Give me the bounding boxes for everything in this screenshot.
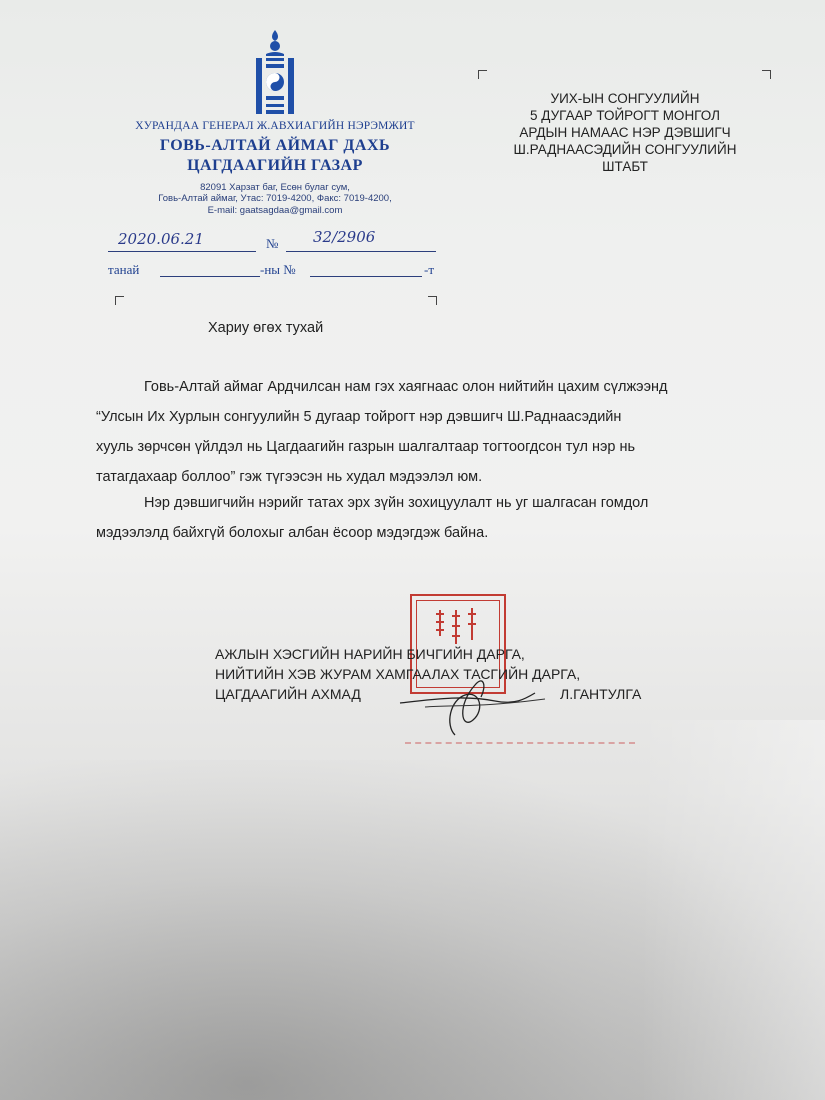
stamp-smudge-line: [405, 742, 635, 744]
body-line: мэдээлэлд байхгүй болохыг албан ёсоор мэдэгдэж байна.: [96, 525, 489, 541]
reply-label-mid: -ны №: [260, 262, 296, 277]
reply-date-line: [160, 276, 260, 277]
recipient-line: ШТАБТ: [602, 159, 648, 174]
number-label: №: [266, 236, 279, 251]
date-handwritten: 2020.06.21: [118, 230, 204, 248]
signatory-title-1: АЖЛЫН ХЭСГИЙН НАРИЙН БИЧГИЙН ДАРГА,: [215, 646, 525, 662]
recipient-line: Ш.РАДНААСЭДИЙН СОНГУУЛИЙН: [513, 142, 737, 157]
handwritten-signature-icon: [395, 655, 555, 745]
letterhead-address1: 82091 Харзат баг, Есөн булаг сум,: [200, 182, 350, 193]
recipient-line: АРДЫН НАМААС НЭР ДЭВШИГЧ: [519, 125, 731, 140]
body-line: хууль зөрчсөн үйлдэл нь Цагдаагийн газрын шалгалтаар тогтоогдсон тул нэр нь: [96, 439, 636, 455]
number-handwritten: 32/2906: [313, 228, 376, 246]
reply-reference-row: [108, 262, 443, 282]
body-line: татагдахаар боллоо” гэж түгээсэн нь худал мэдээлэл юм.: [96, 469, 483, 485]
letter-subject: Хариу өгөх тухай: [208, 320, 324, 336]
letterhead-line1: ХУРАНДАА ГЕНЕРАЛ Ж.АВХИАГИЙН НЭРЭМЖИТ: [135, 120, 415, 132]
reply-label-prefix: танай: [108, 262, 140, 277]
body-paragraph-2: [96, 488, 786, 548]
body-line: Нэр дэвшигчийн нэрийг татах эрх зүйн зохицуулалт нь уг шалгасан гомдол: [144, 495, 649, 511]
signatory-name: Л.ГАНТУЛГА: [560, 686, 642, 702]
reference-row: [108, 228, 438, 256]
soyombo-emblem-icon: [250, 28, 300, 118]
photo-shadow: [0, 760, 825, 1100]
recipient-line: 5 ДУГААР ТОЙРОГТ МОНГОЛ: [530, 108, 720, 123]
letterhead-address2: Говь-Алтай аймаг, Утас: 7019-4200, Факс: 7019-4200,: [158, 193, 392, 204]
reply-number-line: [310, 276, 422, 277]
recipient-line: УИХ-ЫН СОНГУУЛИЙН: [550, 91, 700, 106]
body-line: Говь-Алтай аймаг Ардчилсан нам гэх хаягнаас олон нийтийн цахим сүлжээнд: [144, 379, 668, 395]
signatory-rank: ЦАГДААГИЙН АХМАД: [215, 686, 361, 702]
photo-highlight: [640, 720, 825, 1100]
letterhead-email: E-mail: gaatsagdaa@gmail.com: [207, 205, 343, 216]
reply-label-suffix: -т: [424, 262, 435, 277]
letterhead-organization: ГОВЬ-АЛТАЙ АЙМАГ ДАХЬ: [159, 137, 391, 154]
signatory-title-2: НИЙТИЙН ХЭВ ЖУРАМ ХАМГААЛАХ ТАСГИЙН ДАРГА,: [215, 666, 581, 682]
corner-mark: [115, 296, 124, 305]
recipient-block: [480, 90, 770, 175]
date-line: [108, 251, 256, 252]
body-line: “Улсын Их Хурлын сонгуулийн 5 дугаар тойрогт нэр дэвшигч Ш.Раднаасэдийн: [96, 409, 622, 425]
corner-mark: [428, 296, 437, 305]
corner-mark: [762, 70, 771, 79]
corner-mark: [478, 70, 487, 79]
body-paragraph-1: [96, 372, 786, 492]
letterhead-department: ЦАГДААГИЙН ГАЗАР: [187, 157, 363, 174]
number-line: [286, 251, 436, 252]
